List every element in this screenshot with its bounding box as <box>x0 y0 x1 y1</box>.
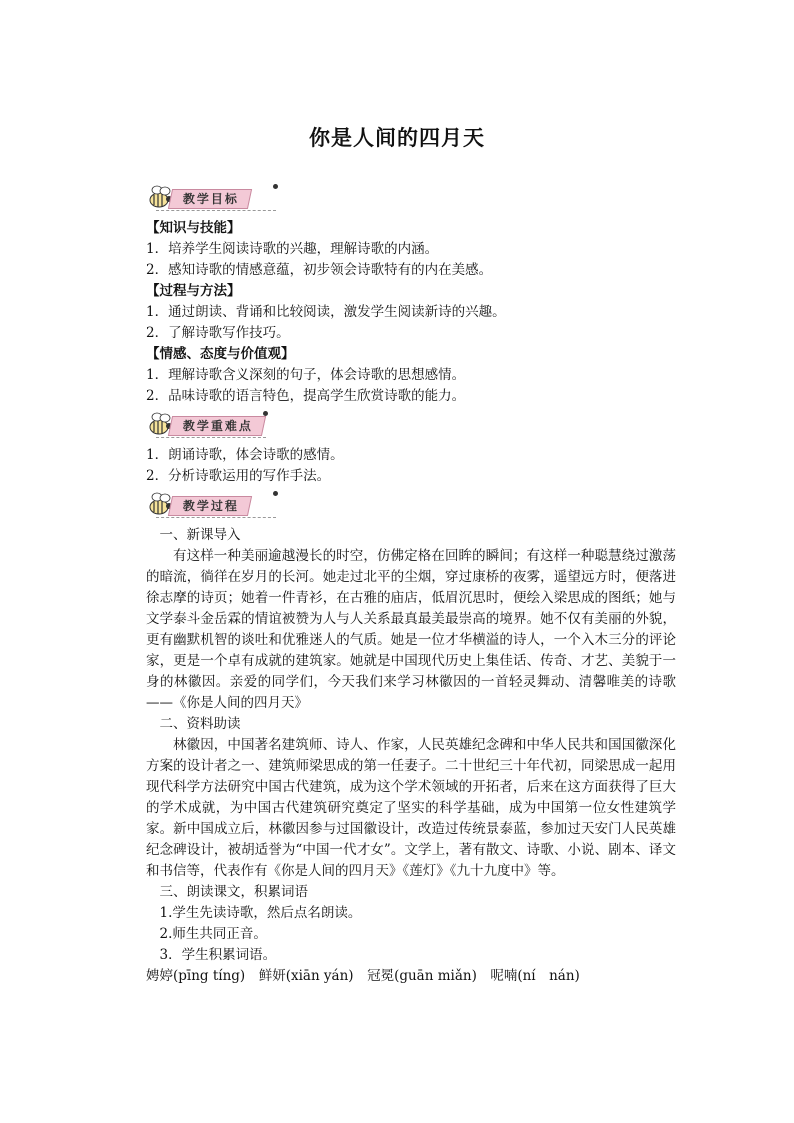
banner-label: 教学目标 <box>183 191 240 206</box>
section-heading-intro: 一、新课导入 <box>159 527 241 543</box>
vocabulary-line: 娉婷(pīng tíng) 鲜妍(xiān yán) 冠冕(guān miǎn) 呢喃(ní nán) <box>146 968 580 984</box>
list-item: 1.学生先读诗歌，然后点名朗读。 <box>159 905 362 921</box>
banner-underline <box>156 437 266 438</box>
list-item: 2．品味诗歌的语言特色，提高学生欣赏诗歌的能力。 <box>146 388 466 404</box>
subheading-emotion: 【情感、态度与价值观】 <box>146 346 295 362</box>
banner-label-box <box>168 189 252 209</box>
page-title: 你是人间的四月天 <box>309 125 485 150</box>
banner-underline <box>156 517 276 518</box>
list-item: 1．理解诗歌含义深刻的句子，体会诗歌的思想感情。 <box>146 367 466 383</box>
banner-dot <box>273 491 278 496</box>
paragraph-material: 林徽因，中国著名建筑师、诗人、作家，人民英雄纪念碑和中华人民共和国国徽深化方案的设计者之一、建筑师梁思成的第一任妻子。二十世纪三十年代初，同梁思成一起用现代科学方法研究中国古代建筑，成为这个学术领域的开拓者，后来在这方面获得了巨大的学术成就，为中国古代建筑研究奠定了坚实的科学基础，成为中国第一位女性建筑学家。新中国成立后，林徽因参与过国徽设计，改造过传统景泰蓝，参加过天安门人民英雄纪念碑设计，被胡适誉为“中国一代才女”。文学上，著有散文、诗歌、小说、剧本、译文和书信等，代表作有《你是人间的四月天》《莲灯》《九十九度中》等。 <box>146 737 676 879</box>
list-item: 2．分析诗歌运用的写作手法。 <box>146 468 331 484</box>
subheading-knowledge: 【知识与技能】 <box>146 220 241 236</box>
list-item: 1．培养学生阅读诗歌的兴趣，理解诗歌的内涵。 <box>146 241 439 257</box>
document-body <box>146 180 676 987</box>
list-item: 2．了解诗歌写作技巧。 <box>146 325 290 341</box>
list-item: 1．通过朗读、背诵和比较阅读，激发学生阅读新诗的兴趣。 <box>146 304 506 320</box>
list-item: 3．学生积累词语。 <box>159 947 277 963</box>
subheading-process: 【过程与方法】 <box>146 283 241 299</box>
list-item: 1．朗诵诗歌，体会诗歌的感情。 <box>146 447 344 463</box>
section-heading-reading: 三、朗读课文，积累词语 <box>159 884 308 900</box>
banner-label-box <box>168 496 252 516</box>
list-item: 2．感知诗歌的情感意蕴，初步领会诗歌特有的内在美感。 <box>146 262 493 278</box>
paragraph-intro: 有这样一种美丽逾越漫长的时空，仿佛定格在回眸的瞬间；有这样一种聪慧绕过激荡的暗流，徜徉在岁月的长河。她走过北平的尘烟，穿过康桥的夜雾，遥望远方时，便落进徐志摩的诗页；她着一件青衫，在古雅的庙店，低眉沉思时，便绘入梁思成的图纸；她与文学泰斗金岳霖的情谊被赞为人与人关系最真最美最崇高的境界。她不仅有美丽的外貌，更有幽默机智的谈吐和优雅迷人的气质。她是一位才华横溢的诗人，一个入木三分的评论家，更是一个卓有成就的建筑家。她就是中国现代历史上集佳话、传奇、才艺、美貌于一身的林徽因。亲爱的同学们，今天我们来学习林徽因的一首轻灵舞动、清馨唯美的诗歌——《你是人间的四月天》 <box>146 548 676 711</box>
list-item: 2.师生共同正音。 <box>159 926 267 942</box>
section-banner-key-points <box>146 407 266 443</box>
banner-underline <box>156 210 276 211</box>
banner-dot <box>263 411 268 416</box>
banner-label: 教学重难点 <box>183 418 254 433</box>
banner-dot <box>273 184 278 189</box>
section-banner-goals <box>146 180 276 216</box>
section-banner-process <box>146 487 276 523</box>
banner-label-box <box>168 416 266 436</box>
section-heading-material: 二、资料助读 <box>159 716 241 732</box>
banner-label: 教学过程 <box>183 498 240 513</box>
